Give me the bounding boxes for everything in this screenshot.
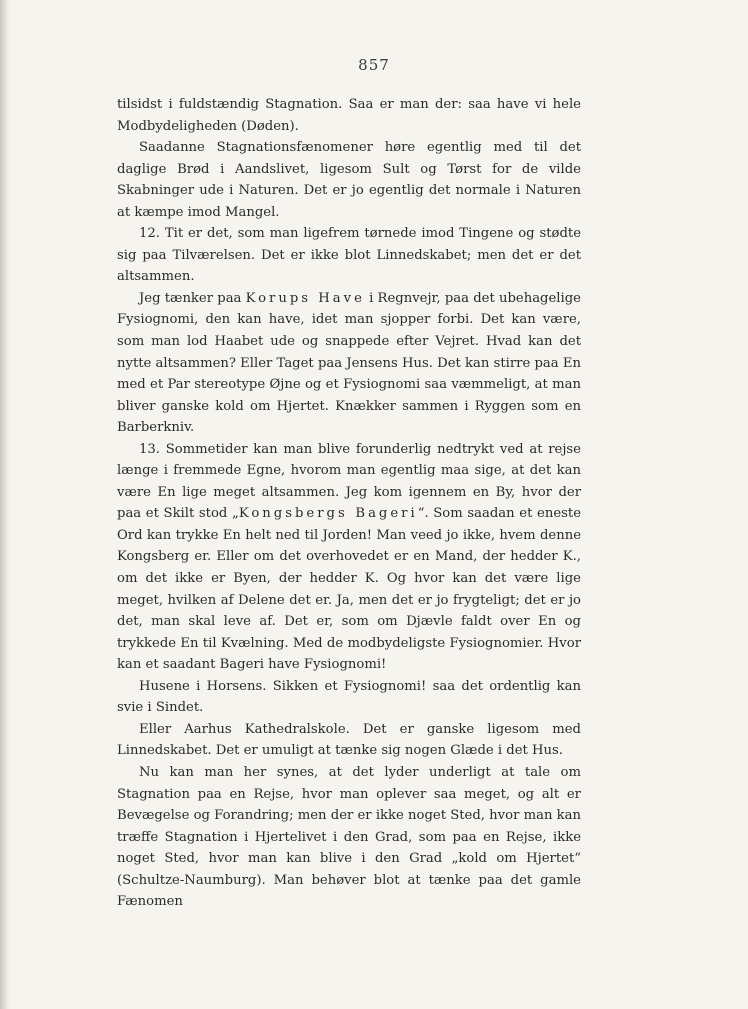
page-number: 857 xyxy=(358,56,390,74)
text-body xyxy=(117,94,581,913)
paragraph-7: Eller Aarhus Kathedralskole. Det er ganske ligesom med Linnedskabet. Det er umuligt at tænke sig nogen Glæde i det Hus. xyxy=(117,721,581,759)
spaced-name-korups-have: Korups Have xyxy=(245,290,365,306)
paragraph-5-part-3: “. Som saadan et eneste Ord kan trykke En helt ned til Jorden! Man veed jo ikke, hvem denne Kongsberg er. Eller om det overhovedet er en Mand, der hedder K., om det ikke er Byen, der hedder K. Og hvor kan det være lige meget, hvilken af Delene det er. Ja, men det er jo frygteligt; det er jo det, man skal leve af. Det er, som om Djævle faldt over En og trykkede En til Kvælning. Med de modbydeligste Fysiognomier. Hvor kan et saadant Bageri have Fysiognomi! xyxy=(117,506,581,673)
paragraph-3: 12. Tit er det, som man ligefrem tørnede imod Tingene og stødte sig paa Tilværelsen. Det er ikke blot Linnedskabet; men det er det altsammen. xyxy=(117,226,581,285)
paragraph-6: Husene i Horsens. Sikken et Fysiognomi! saa det ordentlig kan svie i Sindet. xyxy=(117,678,581,716)
paragraph-4 xyxy=(117,288,581,439)
paragraph-8: Nu kan man her synes, at det lyder underligt at tale om Stagnation paa en Rejse, hvor man oplever saa meget, og alt er Bevægelse og Forandring; men der er ikke noget Sted, hvor man kan træffe Stagnation i Hjertelivet i den Grad, som paa en Rejse, ikke noget Sted, hvor man kan blive i den Grad „kold om Hjertet“ (Schultze-Naumburg). Man behøver blot at tænke paa det gamle Fænomen xyxy=(117,764,581,910)
paragraph-4-part-1: Jeg tænker paa xyxy=(139,290,246,306)
paragraph-1: tilsidst i fuldstændig Stagnation. Saa er man der: saa have vi hele Modbydeligheden (Døden). xyxy=(117,97,581,134)
paragraph-5 xyxy=(117,439,581,676)
paragraph-5-part-1: 13. Sommetider kan man blive forunderlig nedtrykt ved at rejse længe i fremmede Egne, hvorom man egentlig maa sige, at det kan være En lige meget altsammen. Jeg kom igennem en By, hvor der paa et Skilt stod „ xyxy=(117,441,581,522)
spaced-name-kongsbergs-bageri: Kongsbergs Bageri xyxy=(238,506,418,522)
paragraph-4-part-3: i Regnvejr, paa det ubehagelige Fysiognomi, den kan have, idet man sjopper forbi. Det kan være, som man lod Haabet ude og snappede efter Vejret. Hvad kan det nytte altsammen? Eller Taget paa Jensens Hus. Det kan stirre paa En med et Par stereotype Øjne og et Fysiognomi saa væmmeligt, at man bliver ganske kold om Hjertet. Knækker sammen i Ryggen som en Barberkniv. xyxy=(117,290,581,436)
page-edge-shadow xyxy=(0,0,10,1009)
paragraph-2: Saadanne Stagnationsfænomener høre egentlig med til det daglige Brød i Aandslivet, ligesom Sult og Tørst for de vilde Skabninger ude i Naturen. Det er jo egentlig det normale i Naturen at kæmpe imod Mangel. xyxy=(117,140,581,220)
